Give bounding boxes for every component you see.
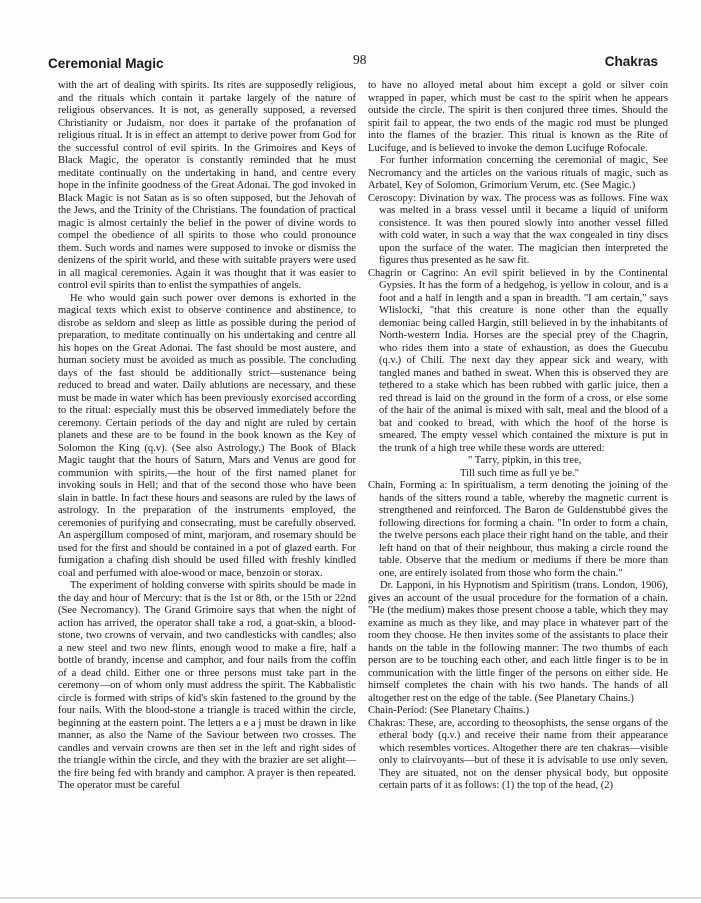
header-right-title: Chakras <box>604 54 658 69</box>
right-column <box>368 80 668 793</box>
paragraph: For further information concerning the ceremonial of magic, See Necromancy and the articles on the various rituals of magic, such as Arbatel, Key of Solomon, Grimorium Verum, etc. (See Magic.) <box>368 155 668 191</box>
page-bottom-edge <box>0 897 701 899</box>
paragraph: Chakras: These, are, according to theosophists, the sense organs of the etheral body (q.v.) and receive their name from their appearance which resembles vortices. Altogether there are ten chakras—visible only to clairvoyants—but of these it is advisable to use only seven. They are situated, not on the denser physical body, but opposite certain parts of it as follows: (1) the top of the head, (2) <box>368 717 668 791</box>
header-left-title: Ceremonial Magic <box>48 56 164 71</box>
paragraph: " Tarry, pipkin, in this tree, <box>468 455 582 466</box>
running-header <box>48 52 658 72</box>
paragraph: Ceroscopy: Divination by wax. The process was as follows. Fine wax was melted in a brass vessel until it became a liquid of uniform consistence. It was then poured slowly into another vessel filled with cold water, in such a way that the wax congealed in tiny discs upon the surface of the water. The magician then interpreted the figures thus presented as he saw fit. <box>368 192 668 266</box>
paragraph: Dr. Lapponi, in his Hypnotism and Spiritism (trans. London, 1906), gives an account of the usual procedure for the formation of a chain. "He (the medium) makes those present choose a table, which they may examine as much as they like, and may place in whatever part of the room they choose. He then invites some of the assistants to place their hands on the table in the following manner: The two thumbs of each person are to be touching each other, and each little finger is to be in communication with the little finger of the persons on either side. He himself completes the chain with his two hands. The hands of all altogether rest on the edge of the table. (See Planetary Chains.) <box>368 580 668 704</box>
paragraph: to have no alloyed metal about him except a gold or silver coin wrapped in paper, which must be cast to the spirit when he appears outside the circle. The spirit is then conjured three times. Should the spirit fail to appear, the two ends of the magic rod must be plunged into the flames of the brazier. This ritual is known as the Rite of Lucifuge, and is believed to invoke the demon Lucifuge Rofocale. <box>368 80 668 154</box>
paragraph: Chain, Forming a: In spiritualism, a term denoting the joining of the hands of the sitters round a table, whereby the magnetic current is strengthened and reinforced. The Baron de Guldenstubbé gives the following directions for forming a chain. "In order to form a chain, the twelve persons each place their right hand on the table, and their left hand on that of their neighbour, thus making a circle round the table. Observe that the medium or mediums if there be more than one, are entirely isolated from those who form the chain." <box>368 480 668 579</box>
paragraph: Chain-Period: (See Planetary Chains.) <box>368 705 530 716</box>
paragraph: The experiment of holding converse with spirits should be made in the day and hour of Mercury: that is the 1st or 8th, or the 15th or 22nd (See Necromancy). The Grand Grimoire says that when the night of action has arrived, the operator shall take a rod, a goat-skin, a blood-stone, two crowns of vervain, and two candlesticks with candles; also a new steel and two new flints, enough wood to make a fire, half a bottle of brandy, incense and camphor, and four nails from the coffin of a dead child. Either one or three persons must take part in the ceremony—on of whom only must address the spirit. The Kabbalistic circle is formed with strips of kid's skin fastened to the ground by the four nails. With the blood-stone a triangle is traced within the circle, beginning at the eastern point. The letters a e a j must be drawn in like manner, as also the Name of the Saviour between two crosses. The candles and vervain crowns are then set in the left and right sides of the triangle within the circle, and they with the brazier are set alight—the fire being fed with brandy and camphor. A prayer is then repeated. The operator must be careful <box>58 580 356 791</box>
page-number: 98 <box>353 52 367 67</box>
paragraph: with the art of dealing with spirits. Its rites are supposedly religious, and the rituals which contain it partake largely of the nature of religious observances. It is not, as generally supposed, a reversed Christianity or Judaism, nor does it partake of the profanation of religious ritual. It is in effect an attempt to derive power from God for the successful control of evil spirits. In the Grimoires and Keys of Black Magic, the operator is constantly reminded that he must meditate continually on the undertaking in hand, and centre every hope in the infinite goodness of the Great Adonai. The god invoked in Black Magic is not Satan as is so often supposed, but the Jehovah of the Jews, and the Trinity of the Christians. The foundation of practical magic is almost certainly the belief in the power of divine words to compel the obedience of all spirits to those who could pronounce them. Such words and names were supposed to invoke or dismiss the denizens of the spirit world, and these with suitable prayers were used in all magical ceremonies. Again it was thought that it was easier to control evil spirits than to enlist the sympathies of angels. <box>58 80 356 291</box>
paragraph: Till such time as full ye be." <box>460 467 580 479</box>
paragraph: Chagrin or Cagrino: An evil spirit believed in by the Continental Gypsies. It has the form of a hedgehog, is yellow in colour, and is a foot and a half in length and a span in breadth. "I am certain," says Wlislocki, "that this creature is none other than the equally demoniac being called Hargin, still believed in by the inhabitants of North-western India. Horses are the special prey of the Chagrin, who rides them into a state of exhaustion, as does the Guecubu (q.v.) of Chili. The next day they appear sick and weary, with tangled manes and bathed in sweat. When this is observed they are tethered to a stake which has been rubbed with garlic juice, then a red thread is laid on the ground in the form of a cross, or else some of the hair of the animal is mixed with salt, meal and the blood of a bat and cooked to bread, with which the hoof of the horse is smeared. The empty vessel which contained the mixture is put in the trunk of a high tree while these words are uttered: <box>368 267 668 454</box>
paragraph: He who would gain such power over demons is exhorted in the magical texts which exist to observe continence and abstinence, to disrobe as seldom and sleep as little as possible during the period of preparation, to meditate continually on his undertaking and centre all his hopes on the Great Adonai. The fast should be most austere, and human society must be avoided as much as possible. The concluding days of the fast should be additionally strict—sustenance being reduced to bread and water. Daily ablutions are necessary, and these must be made in water which has been previously exorcised according to the ritual: especially must this be observed immediately before the ceremony. Certain periods of the day and night are ruled by certain planets and these are to be found in the book known as the Key of Solomon the King (q.v). (See also Astrology.) The Book of Black Magic taught that the hours of Saturn, Mars and Venus are good for communion with spirits,—the hour of the first named planet for invoking souls in Hell; and that of the second those who have been slain in battle. In fact these hours and seasons are ruled by the laws of astrology. In the preparation of the instruments employed, the ceremonies of purifying and consecrating, must be carefully observed. An aspergillum composed of mint, marjoram, and rosemary should be used for the first and should be contained in a pot of glazed earth. For fumigation a chafing dish should be used filled with freshly kindled coal and perfumed with aloe-wood or mace, benzoin or storax. <box>58 292 356 579</box>
left-column <box>58 80 356 793</box>
